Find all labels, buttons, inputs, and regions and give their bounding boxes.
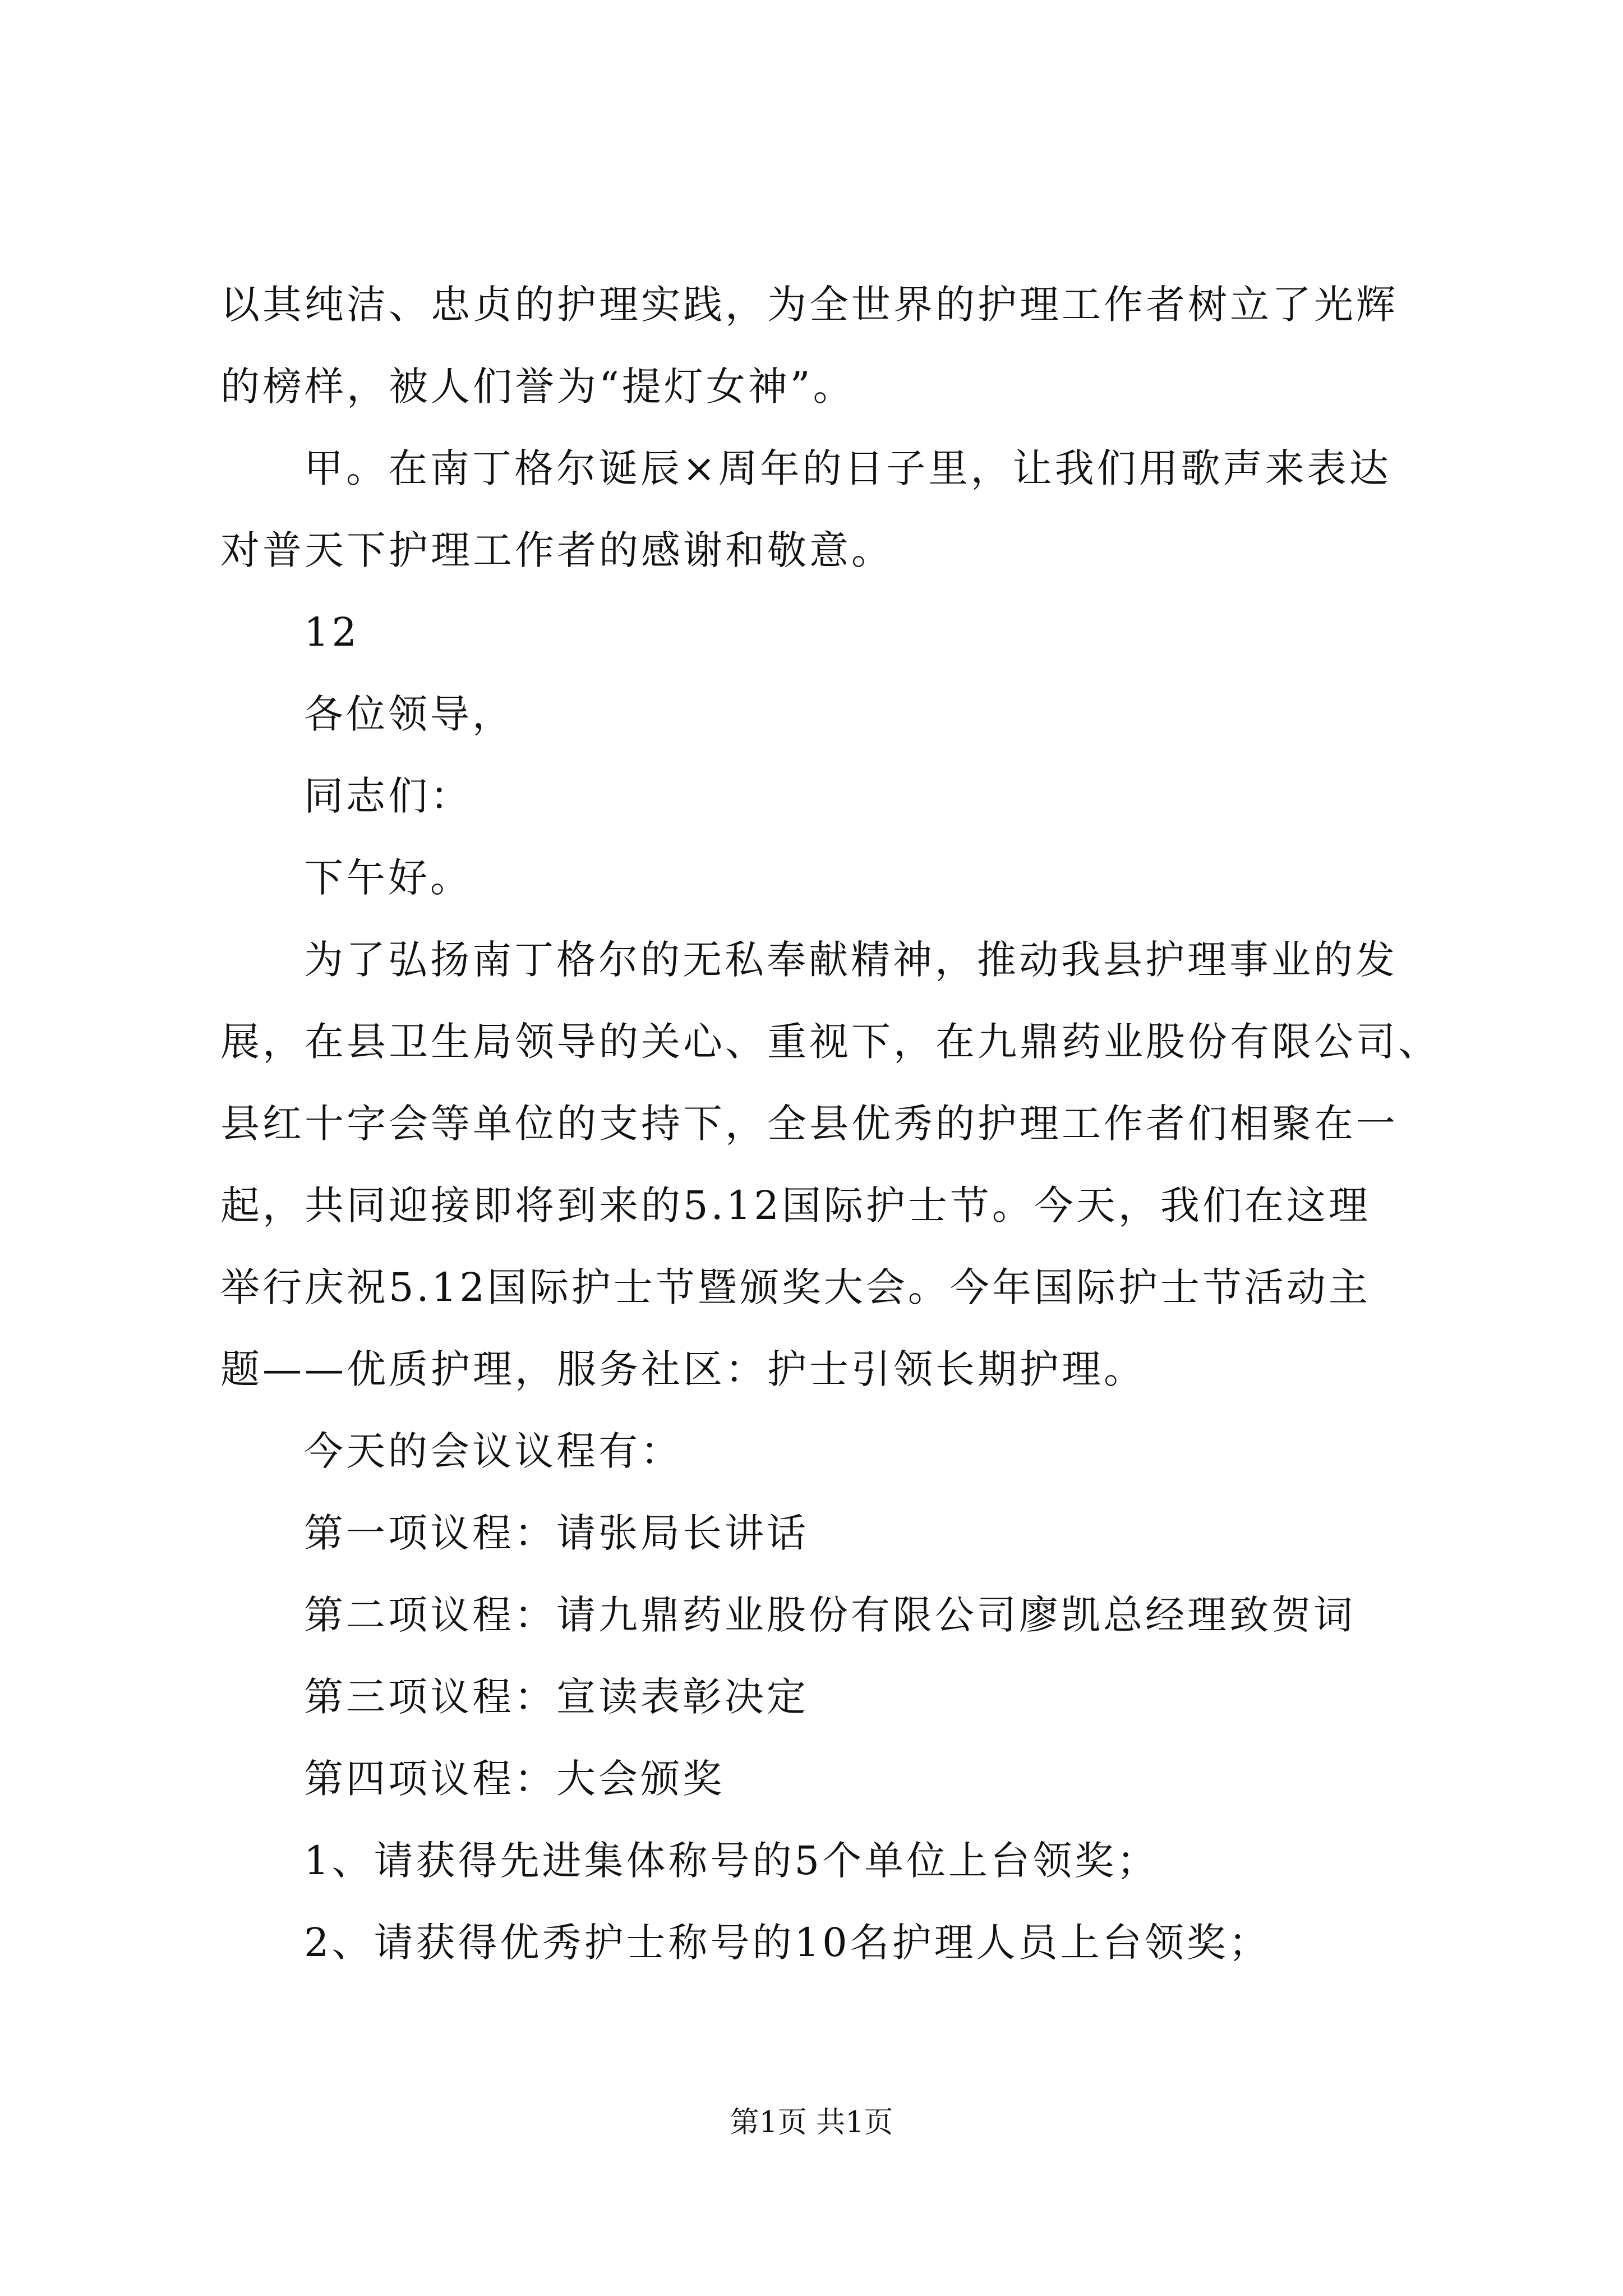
text-line: 同志们： — [304, 773, 472, 819]
text-line: 县红十字会等单位的支持下，全县优秀的护理工作者们相聚在一 — [220, 1101, 1398, 1147]
text-line: 今天的会议议程有： — [304, 1428, 683, 1474]
text-line: 下午好。 — [304, 855, 472, 901]
page-number-footer: 第1页 共1页 — [730, 2106, 893, 2139]
text-line: 起，共同迎接即将到来的5.12国际护士节。今天，我们在这理 — [220, 1182, 1371, 1228]
text-line: 题——优质护理，服务社区：护士引领长期护理。 — [220, 1346, 1146, 1392]
text-line: 以其纯洁、忠贞的护理实践，为全世界的护理工作者树立了光辉 — [220, 282, 1398, 328]
text-line: 第三项议程：宣读表彰决定 — [304, 1674, 809, 1720]
document-body — [220, 264, 1440, 1984]
text-line: 第四项议程：大会颁奖 — [304, 1756, 725, 1802]
text-line: 对普天下护理工作者的感谢和敬意。 — [220, 527, 893, 573]
text-line: 第二项议程：请九鼎药业股份有限公司廖凯总经理致贺词 — [304, 1592, 1355, 1638]
text-line: 甲。在南丁格尔诞辰×周年的日子里，让我们用歌声来表达 — [304, 445, 1391, 491]
text-line: 为了弘扬南丁格尔的无私奉献精神，推动我县护理事业的发 — [304, 937, 1398, 983]
text-line: 12 — [304, 609, 360, 655]
text-line: 2、请获得优秀护士称号的10名护理人员上台领奖； — [304, 1920, 1271, 1966]
text-line: 举行庆祝5.12国际护士节暨颁奖大会。今年国际护士节活动主 — [220, 1264, 1371, 1310]
text-line: 第一项议程：请张局长讲话 — [304, 1510, 809, 1556]
text-line: 各位领导， — [304, 691, 514, 737]
text-line: 1、请获得先进集体称号的5个单位上台领奖； — [304, 1838, 1159, 1884]
text-line: 的榜样，被人们誉为“提灯女神”。 — [220, 364, 855, 409]
text-line: 展，在县卫生局领导的关心、重视下，在九鼎药业股份有限公司、 — [220, 1019, 1440, 1065]
